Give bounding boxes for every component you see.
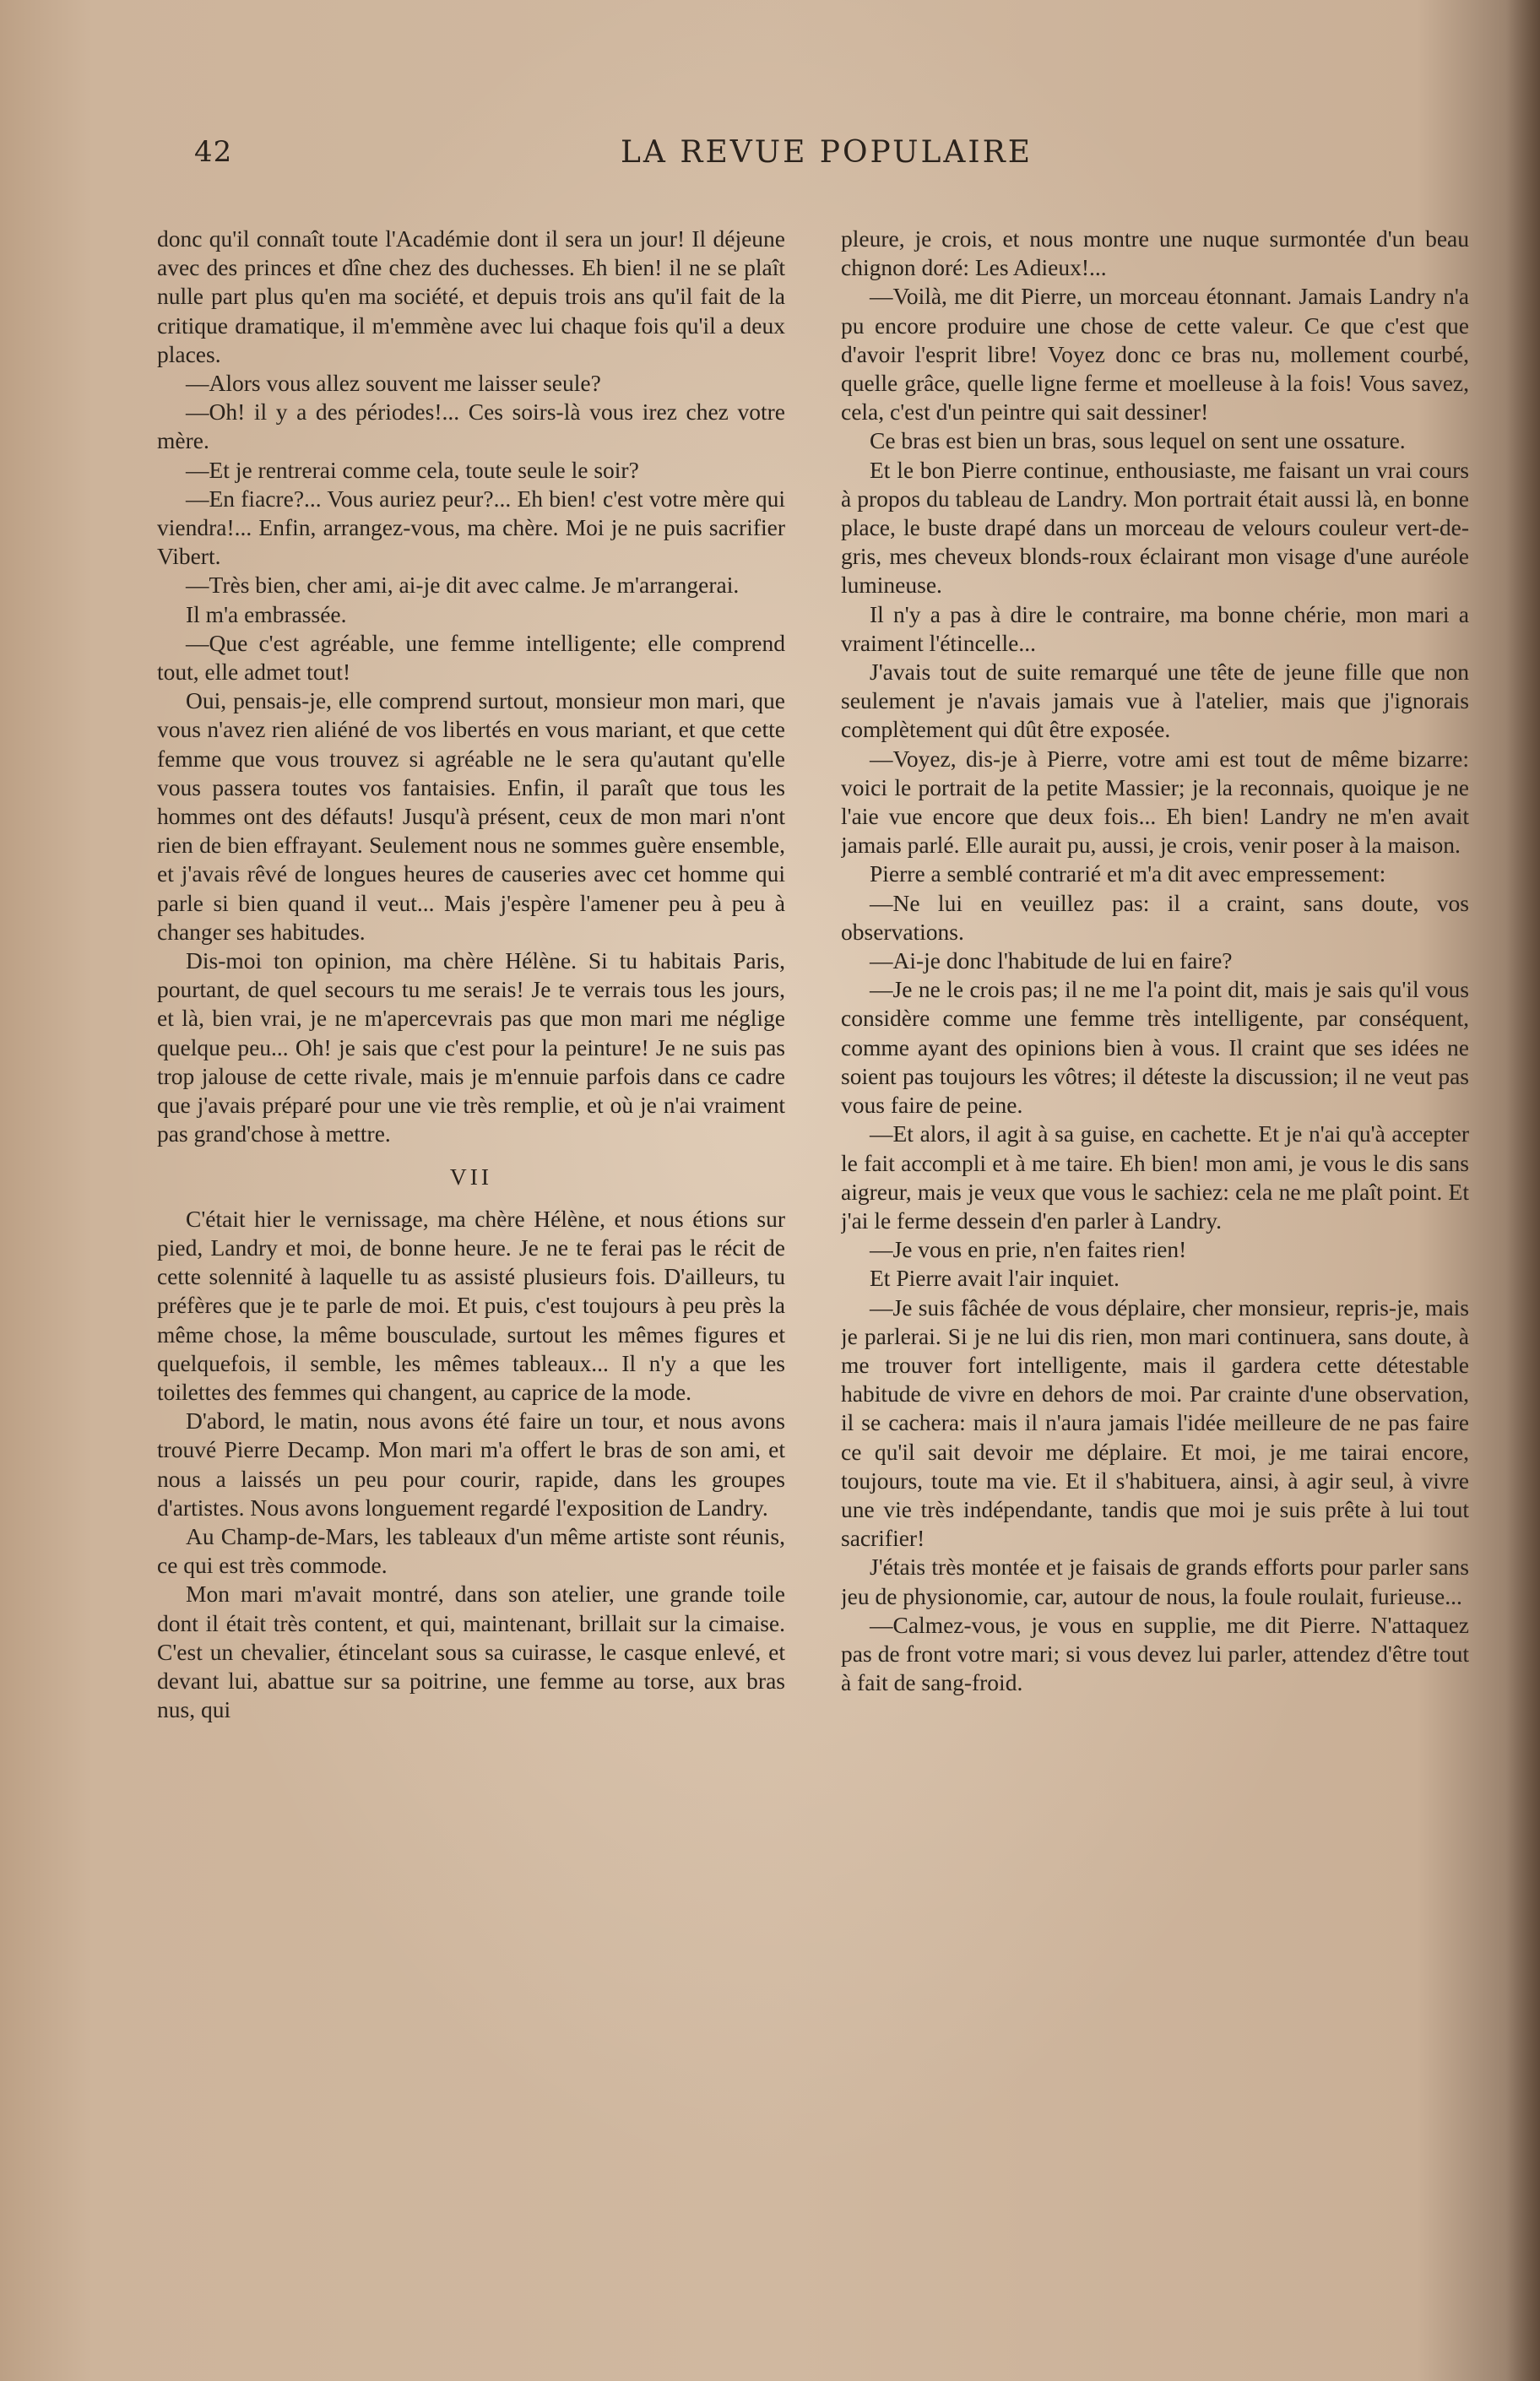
paragraph: Mon mari m'avait montré, dans son atelier, une grande toile dont il était très content, et qui, maintenant, brillait sur la cimaise. C'est un chevalier, étincelant sous sa cuirasse, le casque enlevé, et devant lui, abattue sur sa poitrine, une femme au torse, aux bras nus, qui bbox=[157, 1581, 785, 1723]
running-title: LA REVUE POPULAIRE bbox=[621, 135, 1033, 170]
dialogue-line: —Très bien, cher ami, ai-je dit avec calme. Je m'arrangerai. bbox=[186, 572, 740, 599]
dialogue-line: —Calmez-vous, je vous en supplie, me dit Pierre. N'attaquez pas de front votre mari; si vous devez lui parler, attendez d'être tout à fait de sang-froid. bbox=[841, 1611, 1469, 1696]
page-binding-shadow bbox=[1506, 0, 1540, 2381]
dialogue-line: —Ne lui en veuillez pas: il a craint, sans doute, vos observations. bbox=[841, 889, 1469, 945]
dialogue-line: —Je vous en prie, n'en faites rien! bbox=[870, 1236, 1187, 1263]
paragraph: C'était hier le vernissage, ma chère Hélène, et nous étions sur pied, Landry et moi, de bonne heure. Je ne te ferai pas le récit de cette solennité à laquelle tu as assisté plusieurs fois. D'ailleurs, tu préfères que je te parle de moi. Et puis, c'est toujours à peu près la même chose, la même bousculade, surtout les mêmes figures et quelquefois, il semble, les mêmes tableaux... Il n'y a que les toilettes des femmes qui changent, au caprice de la mode. bbox=[157, 1205, 785, 1405]
paragraph: donc qu'il connaît toute l'Académie dont il sera un jour! Il déjeune avec des princes et dîne chez des duchesses. Eh bien! il ne se plaît nulle part plus qu'en ma société, et depuis trois ans qu'il fait de la critique dramatique, il m'emmène avec lui chaque fois qu'il a deux places. bbox=[157, 225, 785, 367]
dialogue-line: —Voilà, me dit Pierre, un morceau étonnant. Jamais Landry n'a pu encore produire une chose de cette valeur. Ce que c'est que d'avoir l'esprit libre! Voyez donc ce bras nu, mollement courbé, quelle grâce, quelle ligne ferme et moelleuse à la fois! Vous savez, cela, c'est d'un peintre qui sait dessiner! bbox=[841, 283, 1469, 426]
dialogue-line: —Ai-je donc l'habitude de lui en faire? bbox=[870, 947, 1233, 974]
paragraph: pleure, je crois, et nous montre une nuque surmontée d'un beau chignon doré: Les Adieux!... bbox=[841, 225, 1469, 281]
paragraph: D'abord, le matin, nous avons été faire un tour, et nous avons trouvé Pierre Decamp. Mon mari m'a offert le bras de son ami, et nous a laissés un peu pour courir, rapide, dans les groupes d'artistes. Nous avons longuement regardé l'exposition de Landry. bbox=[157, 1407, 785, 1521]
dialogue-line: —En fiacre?... Vous auriez peur?... Eh bien! c'est votre mère qui viendra!... Enfin, arrangez-vous, ma chère. Moi je ne puis sacrifier Vibert. bbox=[157, 485, 785, 570]
section-heading: VII bbox=[449, 1163, 493, 1190]
dialogue-line: —Voyez, dis-je à Pierre, votre ami est tout de même bizarre: voici le portrait de la petite Massier; je la reconnais, quoique je ne l'aie vue encore que deux fois... Eh bien! Landry ne m'en avait jamais parlé. Elle aurait pu, aussi, je crois, venir poser à la maison. bbox=[841, 745, 1469, 859]
dialogue-line: —Je suis fâchée de vous déplaire, cher monsieur, repris-je, mais je parlerai. Si je ne lui dis rien, mon mari continuera, sans doute, à me trouver fort intelligente, mais il gardera cette détestable habitude de vivre en dehors de moi. Par crainte d'une observation, il se cachera: mais il n'aura jamais l'idée meilleure de ne pas faire ce qu'il sait devoir me déplaire. Et moi, je me tairai encore, toujours, toute ma vie. Et il s'habituera, ainsi, à agir seul, à vivre une vie très indépendante, tandis que moi je suis prête à lui tout sacrifier! bbox=[841, 1294, 1469, 1552]
paragraph: Il n'y a pas à dire le contraire, ma bonne chérie, mon mari a vraiment l'étincelle... bbox=[841, 600, 1469, 656]
paragraph: Et Pierre avait l'air inquiet. bbox=[870, 1265, 1120, 1292]
dialogue-line: —Oh! il y a des périodes!... Ces soirs-là vous irez chez votre mère. bbox=[157, 399, 785, 454]
paragraph: Au Champ-de-Mars, les tableaux d'un même artiste sont réunis, ce qui est très commode. bbox=[157, 1522, 785, 1579]
paragraph: Pierre a semblé contrarié et m'a dit avec empressement: bbox=[870, 860, 1386, 887]
paragraph: J'avais tout de suite remarqué une tête de jeune fille que non seulement je n'avais jamais vue à l'atelier, mais que j'ignorais complètement qui dût être exposée. bbox=[841, 659, 1469, 743]
left-column bbox=[157, 225, 785, 2251]
paragraph: Dis-moi ton opinion, ma chère Hélène. Si tu habitais Paris, pourtant, de quel secours tu me serais! Je te verrais tous les jours, et là, bien vrai, je ne m'apercevrais pas que mon mari me néglige quelque peu... Oh! je sais que c'est pour la peinture! Je ne suis pas trop jalouse de cette rivale, mais je m'ennuie parfois dans ce cadre que j'avais préparé pour une vie très remplie, et où je n'ai vraiment pas grand'chose à mettre. bbox=[157, 947, 785, 1147]
page-header bbox=[194, 135, 1047, 186]
right-column bbox=[841, 225, 1469, 2251]
dialogue-line: —Et je rentrerai comme cela, toute seule le soir? bbox=[186, 456, 639, 483]
dialogue-line: —Et alors, il agit à sa guise, en cachette. Et je n'ai qu'à accepter le fait accompli et à me taire. Eh bien! mon ami, je vous le dis sans aigreur, mais je veux que vous le sachiez: cela ne me plaît point. Et j'ai le ferme dessein d'en parler à Landry. bbox=[841, 1120, 1469, 1234]
paragraph: J'étais très montée et je faisais de grands efforts pour parler sans jeu de physionomie, car, autour de nous, la foule roulait, furieuse... bbox=[841, 1554, 1469, 1609]
dialogue-line: —Que c'est agréable, une femme intelligente; elle comprend tout, elle admet tout! bbox=[157, 629, 785, 686]
paragraph: Ce bras est bien un bras, sous lequel on sent une ossature. bbox=[870, 427, 1406, 454]
paragraph: Il m'a embrassée. bbox=[186, 600, 347, 627]
paragraph: Et le bon Pierre continue, enthousiaste, me faisant un vrai cours à propos du tableau de Landry. Mon portrait était aussi là, en bonne place, le buste drapé dans un morceau de velours couleur vert-de-gris, mes cheveux blonds-roux éclairant mon visage d'une auréole lumineuse. bbox=[841, 456, 1469, 599]
page-number: 42 bbox=[194, 135, 233, 169]
dialogue-line: —Alors vous allez souvent me laisser seule? bbox=[186, 370, 601, 397]
dialogue-line: —Je ne le crois pas; il ne me l'a point dit, mais je sais qu'il vous considère comme une femme très intelligente, par conséquent, comme ayant des opinions bien à vous. Il craint que ses idées ne soient pas toujours les vôtres; il déteste la discussion; il ne veut pas vous faire de peine. bbox=[841, 976, 1469, 1119]
paragraph: Oui, pensais-je, elle comprend surtout, monsieur mon mari, que vous n'avez rien aliéné de vos libertés en vous mariant, et que cette femme que vous trouvez si agréable ne le sera qu'autant qu'elle vous passera toutes vos fantaisies. Enfin, il paraît que tous les hommes ont des défauts! Jusqu'à présent, ceux de mon mari n'ont rien de bien effrayant. Seulement nous ne sommes guère ensemble, et j'avais rêvé de longues heures de causeries avec cet homme qui parle si bien quand il veut... Mais j'espère l'amener peu à peu à changer ses habitudes. bbox=[157, 687, 785, 945]
